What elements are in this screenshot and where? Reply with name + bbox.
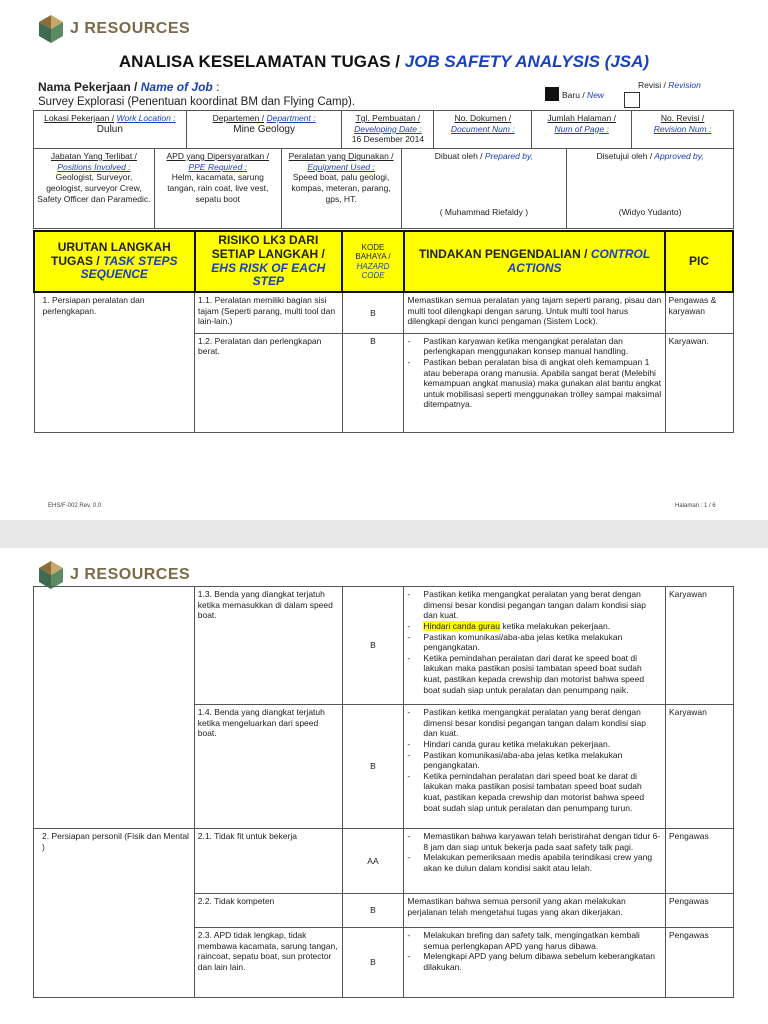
info-table [33, 110, 734, 149]
step-cell: 2. Persiapan personil (Fisik dan Mental ) [34, 829, 195, 998]
logo-text: J RESOURCES [70, 566, 191, 583]
pic-cell: Karyawan [666, 587, 734, 705]
risk-cell: 2.2. Tidak kompeten [194, 894, 342, 928]
header-risk: RISIKO LK3 DARI SETIAP LANGKAH / EHS RISK OF EACH STEP [195, 231, 343, 292]
page-count-cell: Jumlah Halaman / Num of Page : [532, 111, 632, 149]
risk-cell: 2.3. APD tidak lengkap, tidak membawa kacamata, sarung tangan, raincoat, sepatu boat, sun protector dan lain lain. [194, 928, 342, 998]
location-cell: Lokasi Pekerjaan / Work Location : Dulun [34, 111, 187, 149]
footer-doc-code: EHS/F-002 Rev. 0.0 [48, 503, 102, 509]
risk-cell: 1.3. Benda yang diangkat terjatuh ketika memasukkan di dalam speed boat. [194, 587, 342, 705]
control-cell: Memastikan bahwa semua personil yang akan melakukan perjalanan telah mengetahui tugas yang akan dikerjakan. [404, 894, 666, 928]
control-cell: - Pastikan ketika mengangkat peralatan yang berat dengan dimensi besar kondisi pegangan tangan dalam kondisi siap dan kuat. - Hindari canda gurau ketika melakukan pekerjaan. - Pastikan komunikasi/aba-aba jelas ketika melakukan pengangkatan. - Ketika pemindahan peralatan dari speed boat ke darat di lakukan maka pastikan posisi tambatan speed boat sudah kuat, pastikan kepada crewship dan motorist bahwa speed boat sudah siap untuk peralatan dan penumpang turun. [404, 705, 666, 829]
page-2 [0, 548, 768, 1024]
ppe-cell: APD yang Dipersyaratkan / PPE Required : Helm, kacamata, sarung tangan, rain coat, live vest, sepatu boot [154, 149, 281, 229]
risk-cell: 1.1. Peralatan memiliki bagian sisi tajam (Seperti parang, multi tool dan lain-lain.) [195, 292, 343, 333]
step-cell [34, 587, 195, 829]
equipment-cell: Peralatan yang Digunakan / Equipment Used : Speed boat, palu geologi, kompas, meteran, parang, gps, HT. [281, 149, 401, 229]
hazard-code-cell: B [342, 587, 404, 705]
hazard-code-cell: B [342, 292, 404, 333]
control-cell: - Melakukan brefing dan safety talk, mengingatkan kembali semua perlengkapan APD yang harus dibawa. - Melengkapi APD yang belum dibawa sebelum keberangkatan dilakukan. [404, 928, 666, 998]
approved-by-cell: Disetujui oleh / Approved by, (Widyo Yudanto) [567, 149, 734, 229]
control-cell: - Pastikan ketika mengangkat peralatan yang berat dengan dimensi besar kondisi pegangan tangan dalam kondisi siap dan kuat. - Hindari canda gurau ketika melakukan pekerjaan. - Pastikan komunikasi/aba-aba jelas ketika melakukan pengangkatan. - Ketika pemindahan peralatan dari darat ke speed boat di lakukan maka pastikan posisi tambatan speed boat sudah kuat, pastikan kepada crewship dan motorist bahwa speed boat sudah siap untuk peralatan dan penumpang naik. [404, 587, 666, 705]
hazard-code-cell: AA [342, 829, 404, 894]
table-row [34, 829, 734, 894]
page-title: ANALISA KESELAMATAN TUGAS / JOB SAFETY ANALYSIS (JSA) [118, 52, 650, 71]
company-logo [38, 14, 190, 44]
approved-by-name: (Widyo Yudanto) [618, 207, 682, 218]
risk-cell: 2.1. Tidak fit untuk bekerja [194, 829, 342, 894]
prepared-by-cell: Dibuat oleh / Prepared by, ( Muhammad Riefaldy ) [401, 149, 567, 229]
jsa-table-page1 [33, 230, 734, 433]
prepared-by-name: ( Muhammad Riefaldy ) [439, 207, 529, 218]
baru-label: Baru / New [562, 90, 605, 100]
hazard-code-cell: B [342, 928, 404, 998]
positions-cell: Jabatan Yang Terlibat / Positions Involved : Geologist, Surveyor, geologist, surveyor Crew, Safety Officer dan Paramedic. [34, 149, 155, 229]
logo-mark-icon [38, 14, 64, 44]
pic-cell: Pengawas & karyawan [665, 292, 733, 333]
job-name-value: Survey Explorasi (Penentuan koordinat BM dan Flying Camp). [38, 96, 356, 108]
date-cell: Tgl. Pembuatan / Developing Date : 16 Desember 2014 [342, 111, 434, 149]
control-cell: - Pastikan karyawan ketika mengangkat peralatan dan perlengkapan menggunakan konsep manual handling. - Pastikan beban peralatan bisa di angkat oleh kemampuan 1 atau beberapa orang manusia. Apabila sangat berat (Melebihi kemampuan angkat manusia) maka gunakan alat bantu angkat untuk mobilisasi seperti menggunakan trolley sampai maksimal ditempatnya. [404, 333, 665, 432]
department-cell: Departemen / Department : Mine Geology [186, 111, 342, 149]
job-name-label: Nama Pekerjaan / Name of Job : [38, 80, 220, 94]
table-row [34, 587, 734, 705]
header-steps: URUTAN LANGKAH TUGAS / TASK STEPS SEQUENCE [34, 231, 195, 292]
pic-cell: Pengawas [666, 894, 734, 928]
hazard-code-cell: B [342, 894, 404, 928]
pic-cell: Karyawan. [665, 333, 733, 432]
header-hazard-code: KODE BAHAYA / HAZARD CODE [342, 231, 404, 292]
footer-page-number: Halaman : 1 / 6 [675, 503, 716, 509]
step-cell: 1. Persiapan peralatan dan perlengkapan. [34, 292, 195, 432]
header-control-actions: TINDAKAN PENGENDALIAN / CONTROL ACTIONS [404, 231, 665, 292]
highlighted-text: Hindari canda gurau [423, 620, 500, 631]
pic-cell: Karyawan [666, 705, 734, 829]
table-row [34, 292, 733, 333]
pic-cell: Pengawas [666, 928, 734, 998]
revision-num-cell: No. Revisi / Revision Num : [632, 111, 734, 149]
page-separator [0, 520, 768, 548]
revisi-checkbox[interactable] [624, 92, 640, 108]
control-cell: Memastikan semua peralatan yang tajam seperti parang, pisau dan multi tool dilengkapi dengan sarung. Untuk multi tool harus dilengkapi dengan kunci pengaman (Sistem Lock). [404, 292, 665, 333]
pic-cell: Pengawas [666, 829, 734, 894]
baru-checkbox[interactable] [545, 87, 559, 101]
risk-cell: 1.2. Peralatan dan perlengkapan berat. [195, 333, 343, 432]
hazard-code-cell: B [342, 705, 404, 829]
roles-table [33, 148, 734, 229]
document-num-cell: No. Dokumen / Document Num : [434, 111, 532, 149]
jsa-table-page2 [33, 586, 734, 998]
revision-label: Revisi / Revision [638, 80, 701, 90]
risk-cell: 1.4. Benda yang diangkat terjatuh ketika mengeluarkan dari speed boat. [194, 705, 342, 829]
control-cell: - Memastikan bahwa karyawan telah beristirahat dengan tidur 6-8 jam dan siap untuk bekerja pada saat safety talk pagi. - Melakukan pemeriksaan medis apabila terindikasi crew yang akan ke dulun dalam kondisi sakit atau lelah. [404, 829, 666, 894]
logo-text: J RESOURCES [70, 20, 191, 37]
hazard-code-cell: B [342, 333, 404, 432]
header-pic: PIC [665, 231, 733, 292]
